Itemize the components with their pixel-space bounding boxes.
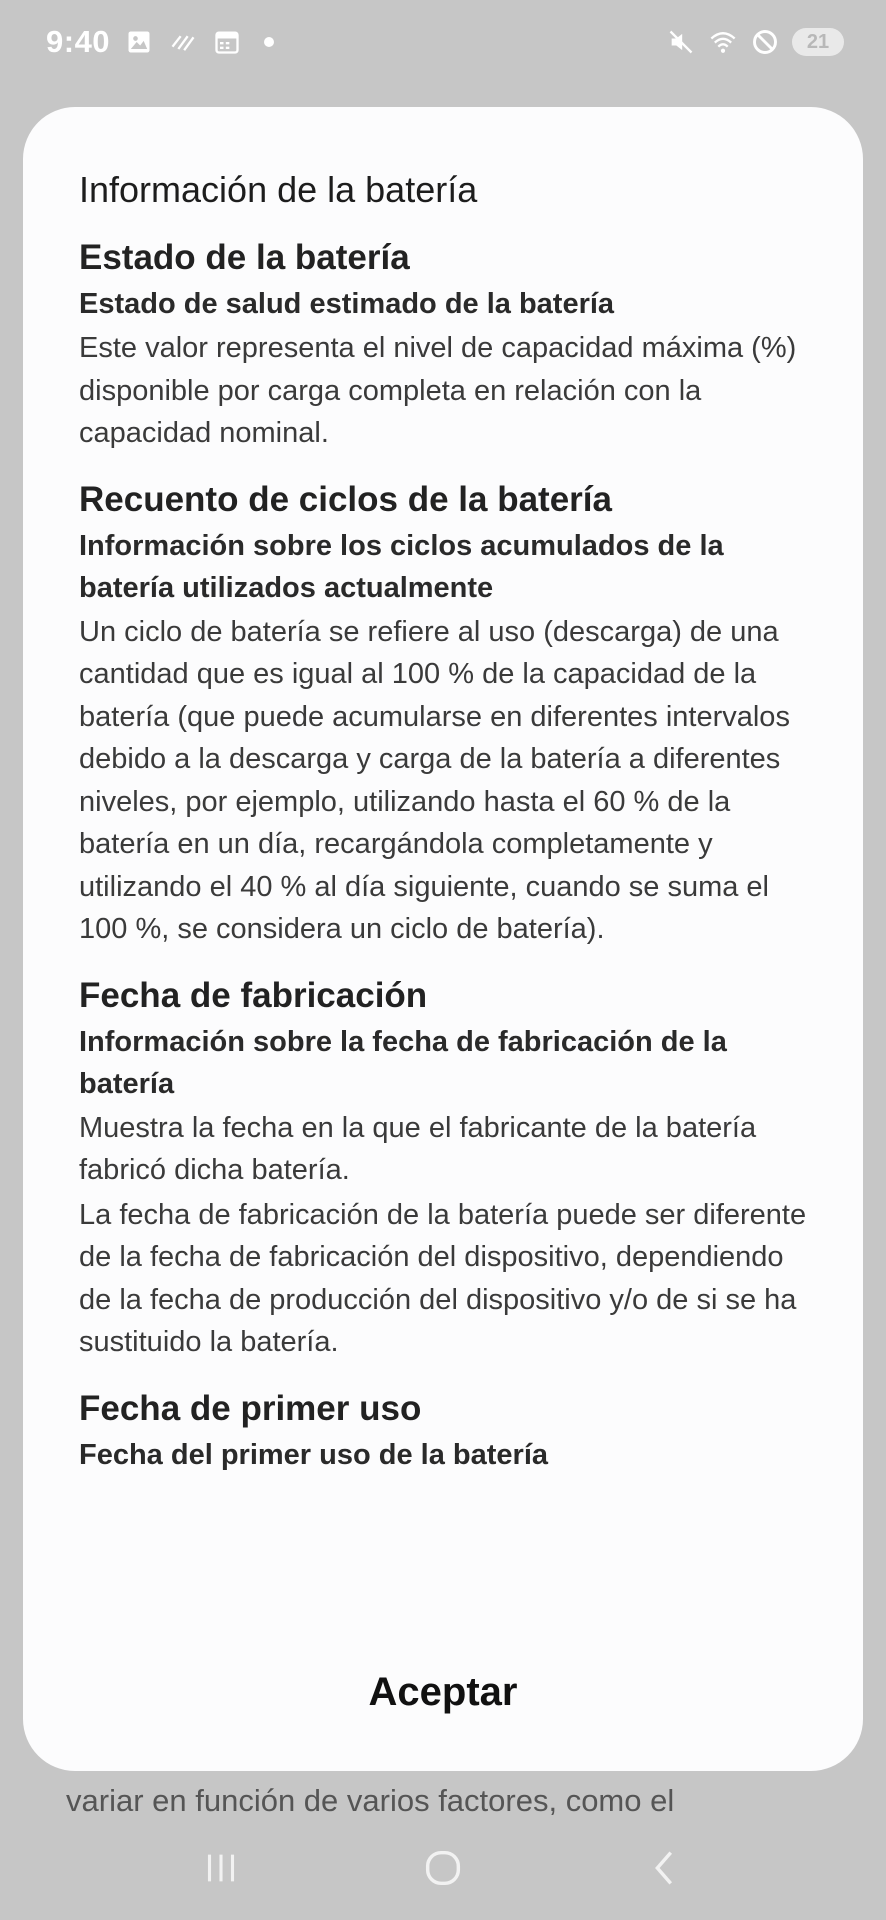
dot-icon xyxy=(264,37,274,47)
navigation-bar xyxy=(0,1816,886,1920)
section-body: Un ciclo de batería se refiere al uso (descarga) de una cantidad que es igual al 100 % de la capacidad de la batería (que puede acumularse en diferentes intervalos debido a la descarga y carga de la batería a diferentes niveles, por ejemplo, utilizando hasta el 60 % de la batería en un día, recargándola completamente y utilizando el 40 % al día siguiente, cuando se suma el 100 %, se considera un ciclo de batería). xyxy=(79,615,790,945)
section-battery-status xyxy=(79,235,819,455)
home-button[interactable] xyxy=(398,1833,488,1903)
do-not-disturb-icon xyxy=(750,27,780,57)
section-manufacture-date xyxy=(79,973,819,1364)
background-text xyxy=(66,1776,826,1816)
image-icon xyxy=(124,27,154,57)
status-right xyxy=(666,27,844,57)
section-body-extra: La fecha de fabricación de la batería puede ser diferente de la fecha de fabricación del dispositivo, dependiendo de la fecha de producción del dispositivo y/o de si se ha sustituido la batería. xyxy=(79,1198,807,1358)
battery-indicator: 21 xyxy=(792,28,844,56)
accept-button[interactable]: Aceptar xyxy=(23,1652,863,1732)
section-title: Fecha de primer uso xyxy=(79,1388,422,1428)
home-icon xyxy=(420,1845,466,1891)
mute-icon xyxy=(666,27,696,57)
status-bar xyxy=(0,0,886,84)
section-first-use-date xyxy=(79,1386,819,1476)
wifi-icon xyxy=(708,27,738,57)
status-left xyxy=(46,24,274,60)
dialog-title: Información de la batería xyxy=(79,169,478,210)
section-subtitle: Información sobre la fecha de fabricación de la batería xyxy=(79,1025,727,1100)
status-time: 9:40 xyxy=(46,24,111,59)
section-subtitle: Estado de salud estimado de la batería xyxy=(79,288,615,320)
calendar-icon xyxy=(212,27,242,57)
section-subtitle: Información sobre los ciclos acumulados de la batería utilizados actualmente xyxy=(79,529,724,604)
background-peek-text: variar en función de varios factores, como el xyxy=(66,1783,675,1816)
section-title: Estado de la batería xyxy=(79,238,410,277)
back-button[interactable] xyxy=(620,1833,710,1903)
dialog-content[interactable] xyxy=(79,167,819,1707)
section-title: Fecha de fabricación xyxy=(79,975,428,1015)
section-body: Este valor representa el nivel de capacidad máxima (%) disponible por carga completa en relación con la capacidad nominal. xyxy=(79,332,797,449)
section-title: Recuento de ciclos de la batería xyxy=(79,479,612,519)
section-body: Muestra la fecha en la que el fabricante de la batería fabricó dicha batería. xyxy=(79,1111,757,1186)
back-icon xyxy=(642,1845,688,1891)
pattern-icon xyxy=(168,27,198,57)
section-subtitle: Fecha del primer uso de la batería xyxy=(79,1438,548,1471)
recents-icon xyxy=(198,1845,244,1891)
section-cycle-count xyxy=(79,477,819,951)
battery-info-dialog xyxy=(23,107,863,1771)
recents-button[interactable] xyxy=(176,1833,266,1903)
